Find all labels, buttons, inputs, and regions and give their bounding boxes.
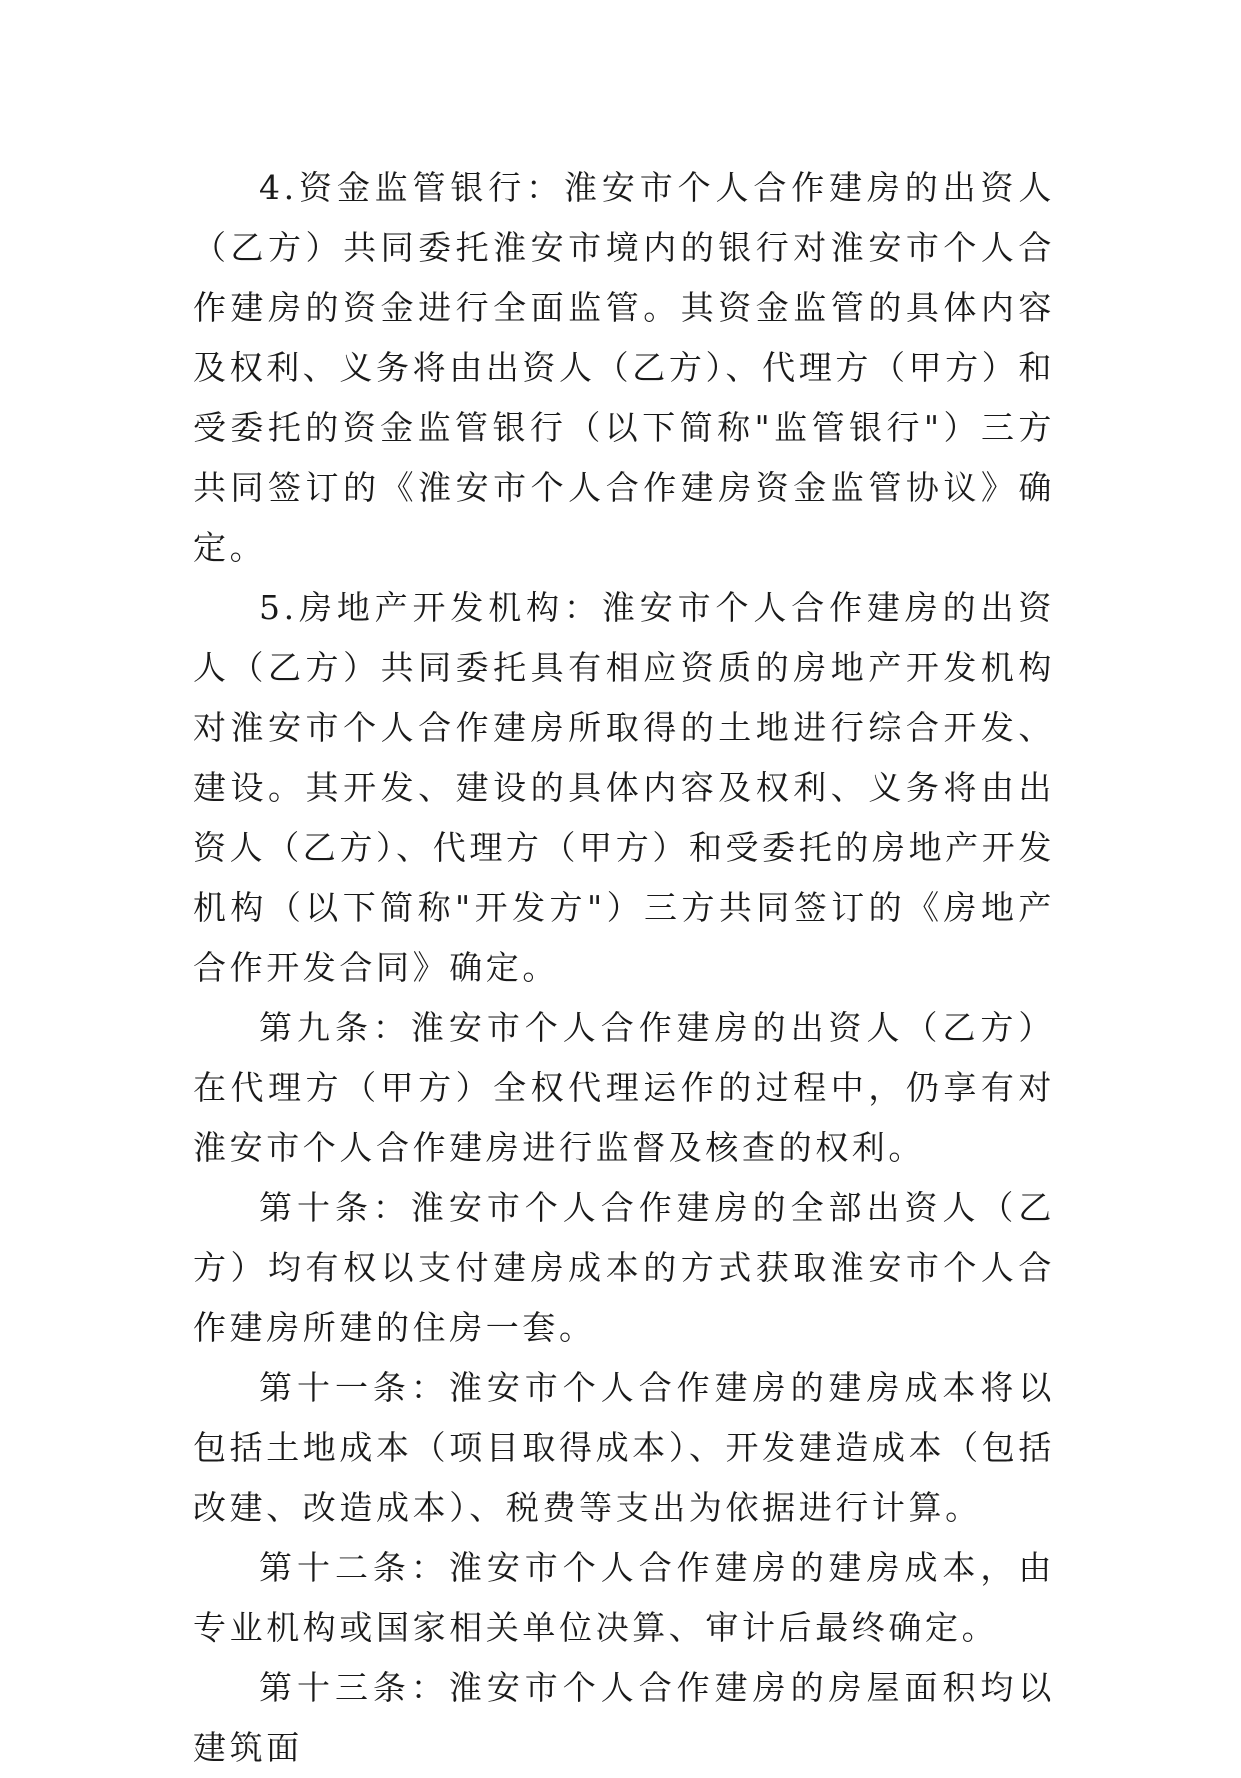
paragraph-article-9: 第九条：淮安市个人合作建房的出资人（乙方）在代理方（甲方）全权代理运作的过程中，仍享有对淮安市个人合作建房进行监督及核查的权利。	[193, 1008, 1055, 1167]
paragraph-fund-supervision-bank: 4.资金监管银行：淮安市个人合作建房的出资人（乙方）共同委托淮安市境内的银行对淮安市个人合作建房的资金进行全面监管。其资金监管的具体内容及权利、义务将由出资人（乙方）、代理方（甲方）和受委托的资金监管银行（以下简称"监管银行"）三方共同签订的《淮安市个人合作建房资金监管协议》确定。	[193, 168, 1055, 567]
paragraph-article-12: 第十二条：淮安市个人合作建房的建房成本，由专业机构或国家相关单位决算、审计后最终确定。	[193, 1548, 1055, 1647]
paragraph-article-13: 第十三条：淮安市个人合作建房的房屋面积均以建筑面	[193, 1668, 1055, 1767]
paragraph-real-estate-developer: 5.房地产开发机构：淮安市个人合作建房的出资人（乙方）共同委托具有相应资质的房地产开发机构对淮安市个人合作建房所取得的土地进行综合开发、建设。其开发、建设的具体内容及权利、义务将由出资人（乙方）、代理方（甲方）和受委托的房地产开发机构（以下简称"开发方"）三方共同签订的《房地产合作开发合同》确定。	[193, 588, 1055, 987]
document-page	[193, 158, 1055, 1778]
paragraph-article-10: 第十条：淮安市个人合作建房的全部出资人（乙方）均有权以支付建房成本的方式获取淮安市个人合作建房所建的住房一套。	[193, 1188, 1055, 1347]
paragraph-article-11: 第十一条：淮安市个人合作建房的建房成本将以包括土地成本（项目取得成本）、开发建造成本（包括改建、改造成本）、税费等支出为依据进行计算。	[193, 1368, 1055, 1527]
